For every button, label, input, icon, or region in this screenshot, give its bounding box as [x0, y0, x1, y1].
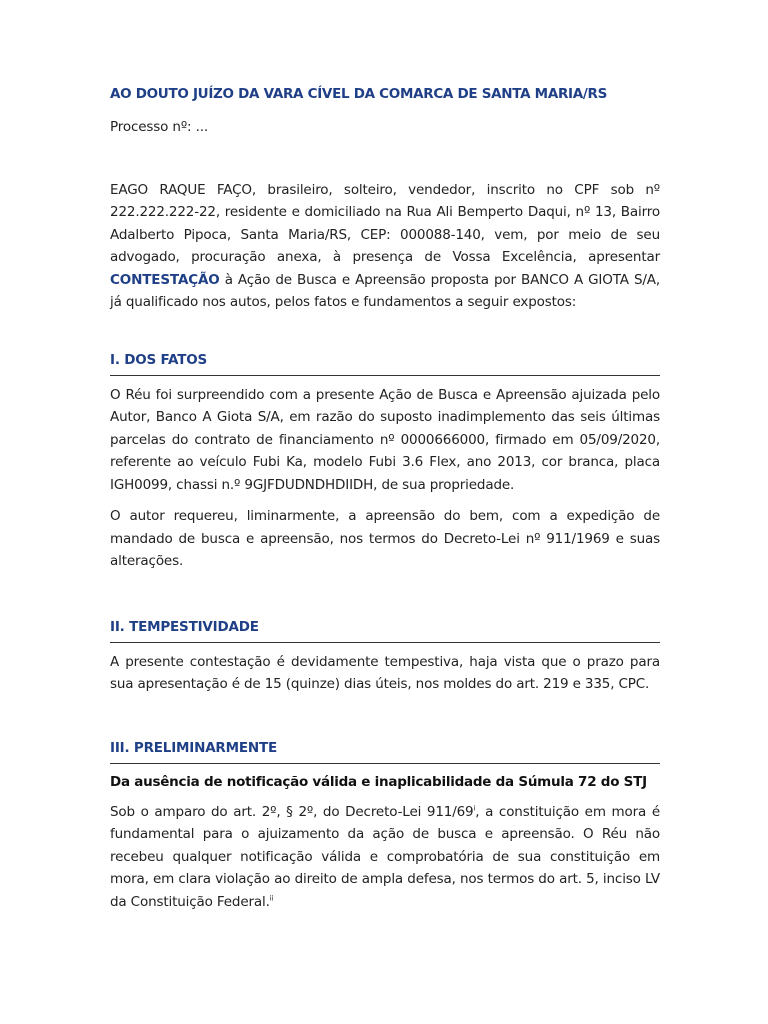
addressee-heading: AO DOUTO JUÍZO DA VARA CÍVEL DA COMARCA DE SANTA MARIA/RS [110, 86, 608, 102]
preliminary-text-b: , a constituição em mora é fundamental para o ajuizamento da ação de busca e apreensão. O Réu não recebeu qualquer notificação válida e comprobatória de sua constituição em mora, em clara violação ao direito de ampla defesa, nos termos do art. 5, inciso LV da Constituição Federal. [110, 803, 660, 910]
contestacao-highlight: CONTESTAÇÃO [110, 271, 220, 288]
document-content [110, 84, 660, 913]
section-heading-preliminary: III. PRELIMINARMENTE [110, 738, 660, 764]
endnote-marker-ii[interactable]: ii [269, 894, 274, 902]
intro-text-part2: à Ação de Busca e Apreensão proposta por BANCO A GIOTA S/A, já qualificado nos autos, pelos fatos e fundamentos a seguir expostos: [110, 271, 660, 310]
preliminary-subheading: Da ausência de notificação válida e inaplicabilidade da Súmula 72 do STJ [110, 773, 647, 790]
intro-text-part1: EAGO RAQUE FAÇO, brasileiro, solteiro, vendedor, inscrito no CPF sob nº 222.222.222-22, residente e domiciliado na Rua Ali Bemperto Daqui, nº 13, Bairro Adalberto Pipoca, Santa Maria/RS, CEP: 000088-140, vem, por meio de seu advogado, procuração anexa, à presença de Vossa Excelência, apresentar [110, 181, 660, 265]
section-heading-facts: I. DOS FATOS [110, 350, 660, 376]
intro-paragraph [110, 179, 660, 314]
endnote-marker-i[interactable]: i [473, 804, 476, 812]
facts-paragraph-1: O Réu foi surpreendido com a presente Ação de Busca e Apreensão ajuizada pelo Autor, Banco A Giota S/A, em razão do suposto inadimplemento das seis últimas parcelas do contrato de financiamento nº 0000666000, firmado em 05/09/2020, referente ao veículo Fubi Ka, modelo Fubi 3.6 Flex, ano 2013, cor branca, placa IGH0099, chassi n.º 9GJFDUDNDHDIIDH, de sua propriedade. [110, 386, 660, 493]
facts-paragraph-2: O autor requereu, liminarmente, a apreensão do bem, com a expedição de mandado de busca e apreensão, nos termos do Decreto-Lei nº 911/1969 e suas alterações. [110, 508, 660, 569]
preliminary-paragraph [110, 801, 660, 914]
process-number: Processo nº: ... [110, 119, 208, 135]
section-heading-timeliness: II. TEMPESTIVIDADE [110, 617, 660, 643]
timeliness-paragraph: A presente contestação é devidamente tempestiva, haja vista que o prazo para sua apresentação é de 15 (quinze) dias úteis, nos moldes do art. 219 e 335, CPC. [110, 653, 660, 692]
preliminary-text-a: Sob o amparo do art. 2º, § 2º, do Decreto-Lei 911/69 [110, 803, 474, 820]
